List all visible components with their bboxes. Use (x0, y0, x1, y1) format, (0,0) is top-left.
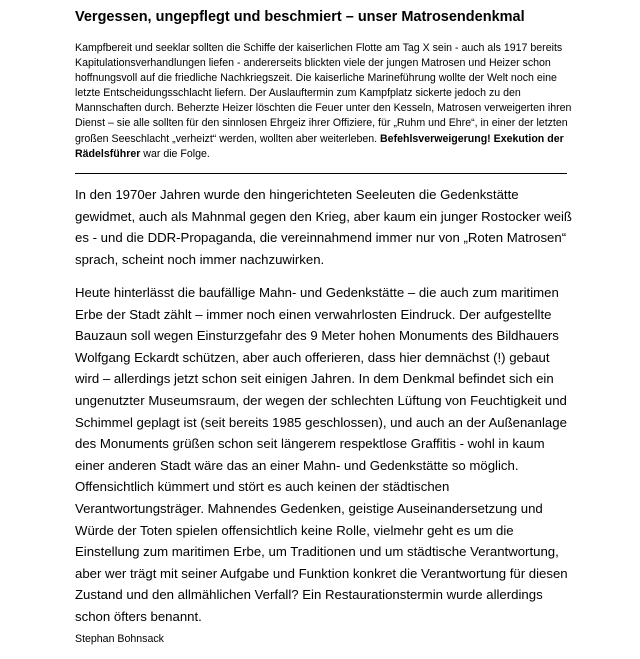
article-intro (75, 41, 575, 162)
intro-bold-text: Befehlsverweigerung! Exekution der Rädelsführer (75, 132, 564, 160)
body-paragraph-1: In den 1970er Jahren wurde den hingerichteten Seeleuten die Gedenkstätte gewidmet, auch als Mahnmal gegen den Krieg, aber kaum ein junger Rostocker weiß es - und die DDR-Propaganda, die vereinnahmend immer nur von „Roten Matrosen“ sprach, scheint noch immer nachzuwirken. (75, 187, 572, 267)
separator-line (75, 173, 567, 174)
author-signature: Stephan Bohnsack (75, 633, 164, 645)
body-paragraph-2: Heute hinterlässt die baufällige Mahn- und Gedenkstätte – die auch zum maritimen Erbe der Stadt zählt – immer noch einen verwahrlosten Eindruck. Der aufgestellte Bauzaun soll wegen Einsturzgefahr des 9 Meter hohen Monuments des Bildhauers Wolfgang Eckardt schützen, aber auch offerieren, dass hier demnächst (!) gebaut wird – allerdings jetzt schon seit einigen Jahren. In dem Denkmal befindet sich ein ungenutzter Museumsraum, der wegen der schlechten Lüftung von Feuchtigkeit und Schimmel geplagt ist (seit bereits 1985 geschlossen), und auch an der Außenanlage des Monuments grüßen schon seit längerem respektlose Graffitis - wohl in kaum einer anderen Stadt wäre das an einer Mahn- und Gedenkstätte so möglich. Offensichtlich kümmert und stört es auch keinen der städtischen Verantwortungsträger. Mahnendes Gedenken, geistige Auseinandersetzung und Würde der Toten spielen offensichtlich keine Rolle, vielmehr geht es um die Einstellung zum maritimen Erbe, um Traditionen und um städtische Verantwortung, aber wer trägt mit seiner Aufgabe und Funktion konkret die Verantwortung für diesen Zustand und den allmählichen Verfall? Ein Restaurationstermin wurde allerdings schon öfters benannt. (75, 285, 568, 624)
intro-end-text: war die Folge. (140, 147, 210, 160)
intro-text: Kampfbereit und seeklar sollten die Schiffe der kaiserlichen Flotte am Tag X sein - auch als 1917 bereits Kapitulationsverhandlungen liefen - andererseits blickten viele der jungen Matrosen und Heizer schon hoffnungsvoll auf die friedliche Nachkriegszeit. Die kaiserliche Marineführung wollte der Welt noch eine letzte Entscheidungsschlacht liefern. Der Auslauftermin zum Kampfplatz sickerte jedoch zu den Mannschaften durch. Beherzte Heizer löschten die Feuer unter den Kesseln, Matrosen verweigerten ihren Dienst – sie alle sollten für den sinnlosen Ehrgeiz ihrer Offiziere, für „Ruhm und Ehre“, in einer der letzten großen Seeschlacht „verheizt“ werden, wollten aber weiterleben. (75, 42, 572, 145)
article-title: Vergessen, ungepflegt und beschmiert – unser Matrosendenkmal (75, 9, 525, 25)
